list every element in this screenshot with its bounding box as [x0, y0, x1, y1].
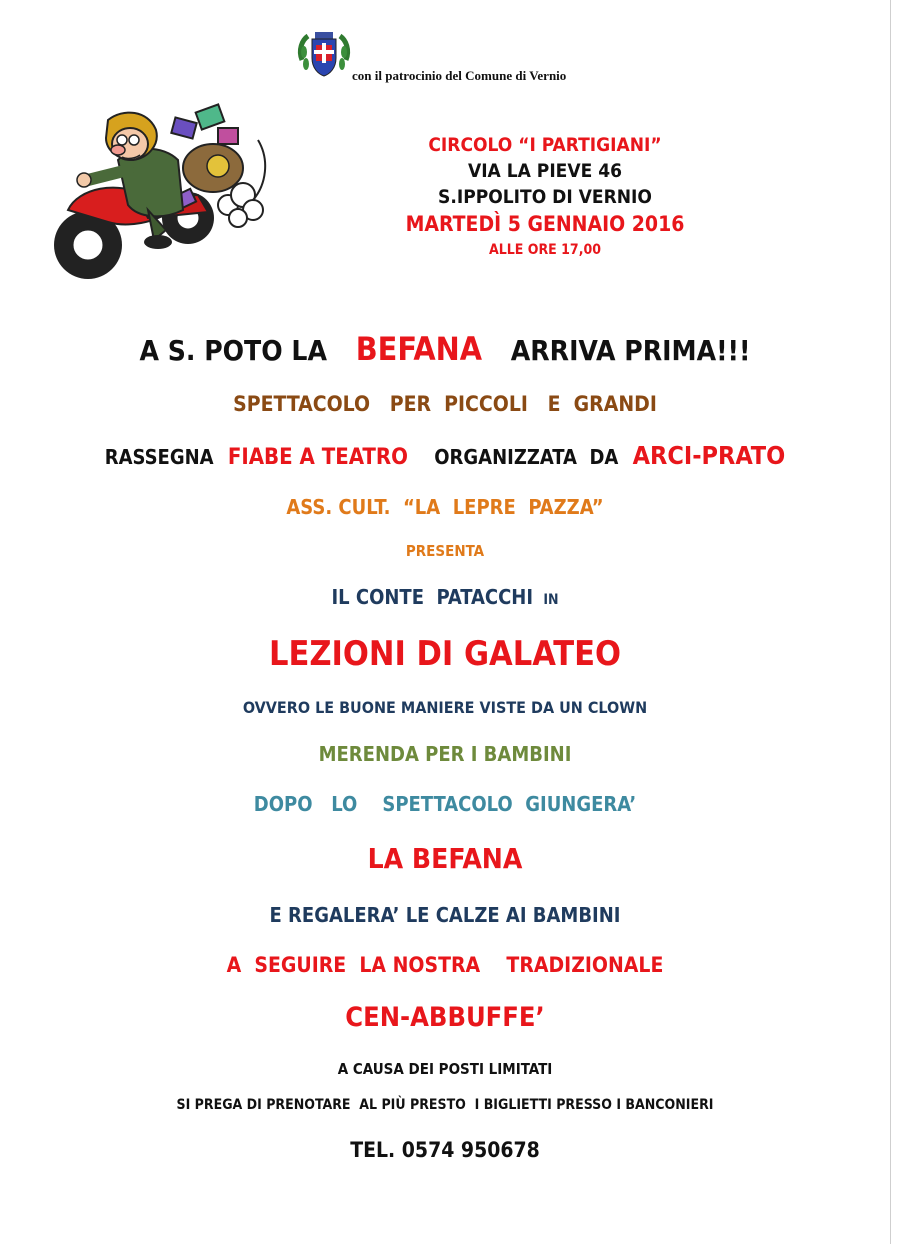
headline-part1: A S. POTO LA	[139, 334, 327, 367]
venue-street: VIA LA PIEVE 46	[467, 160, 623, 182]
phone-line: TEL. 0574 950678	[350, 1138, 540, 1162]
patronage-text: con il patrocinio del Comune di Vernio	[352, 68, 567, 83]
snack-line: MERENDA PER I BAMBINI	[318, 742, 572, 766]
dinner-line: CEN-ABBUFFE’	[345, 1002, 545, 1033]
headline-part2: ARRIVA PRIMA!!!	[510, 334, 751, 367]
follow-line: A SEGUIRE LA NOSTRA TRADIZIONALE	[226, 953, 664, 977]
gift-line: E REGALERA’ LE CALZE AI BAMBINI	[269, 903, 621, 927]
rassegna-label: RASSEGNA	[104, 445, 214, 469]
limited-seats-line: A CAUSA DEI POSTI LIMITATI	[337, 1060, 553, 1078]
venue-town: S.IPPOLITO DI VERNIO	[438, 186, 652, 208]
performer-name: IL CONTE PATACCHI	[331, 585, 534, 609]
after-show-line: DOPO LO SPETTACOLO GIUNGERA’	[253, 792, 637, 816]
comune-crest-icon	[296, 30, 352, 82]
befana-motorbike-illustration	[48, 100, 273, 285]
event-time: ALLE ORE 17,00	[488, 242, 602, 258]
booking-line: SI PREGA DI PRENOTARE AL PIÙ PRESTO I BIGLIETTI PRESSO I BANCONIERI	[176, 1097, 714, 1113]
befana-line: LA BEFANA	[367, 842, 523, 875]
rassegna-middle: ORGANIZZATA DA	[434, 445, 619, 469]
headline	[0, 330, 890, 368]
performer-line	[0, 585, 890, 609]
subtitle: SPETTACOLO PER PICCOLI E GRANDI	[233, 392, 657, 416]
venue-club: CIRCOLO “I PARTIGIANI”	[428, 134, 662, 156]
show-title: LEZIONI DI GALATEO	[268, 634, 622, 674]
page-right-edge	[890, 0, 902, 1244]
headline-befana: BEFANA	[355, 330, 482, 368]
performer-in: IN	[543, 592, 559, 608]
show-subtitle: OVVERO LE BUONE MANIERE VISTE DA UN CLOWN	[242, 698, 648, 717]
presenta: PRESENTA	[405, 542, 485, 560]
association: ASS. CULT. “LA LEPRE PAZZA”	[286, 495, 604, 519]
rassegna-org: ARCI-PRATO	[632, 441, 786, 470]
rassegna-line	[0, 441, 890, 470]
rassegna-title: FIABE A TEATRO	[227, 445, 408, 470]
event-date: MARTEDÌ 5 GENNAIO 2016	[405, 212, 685, 236]
